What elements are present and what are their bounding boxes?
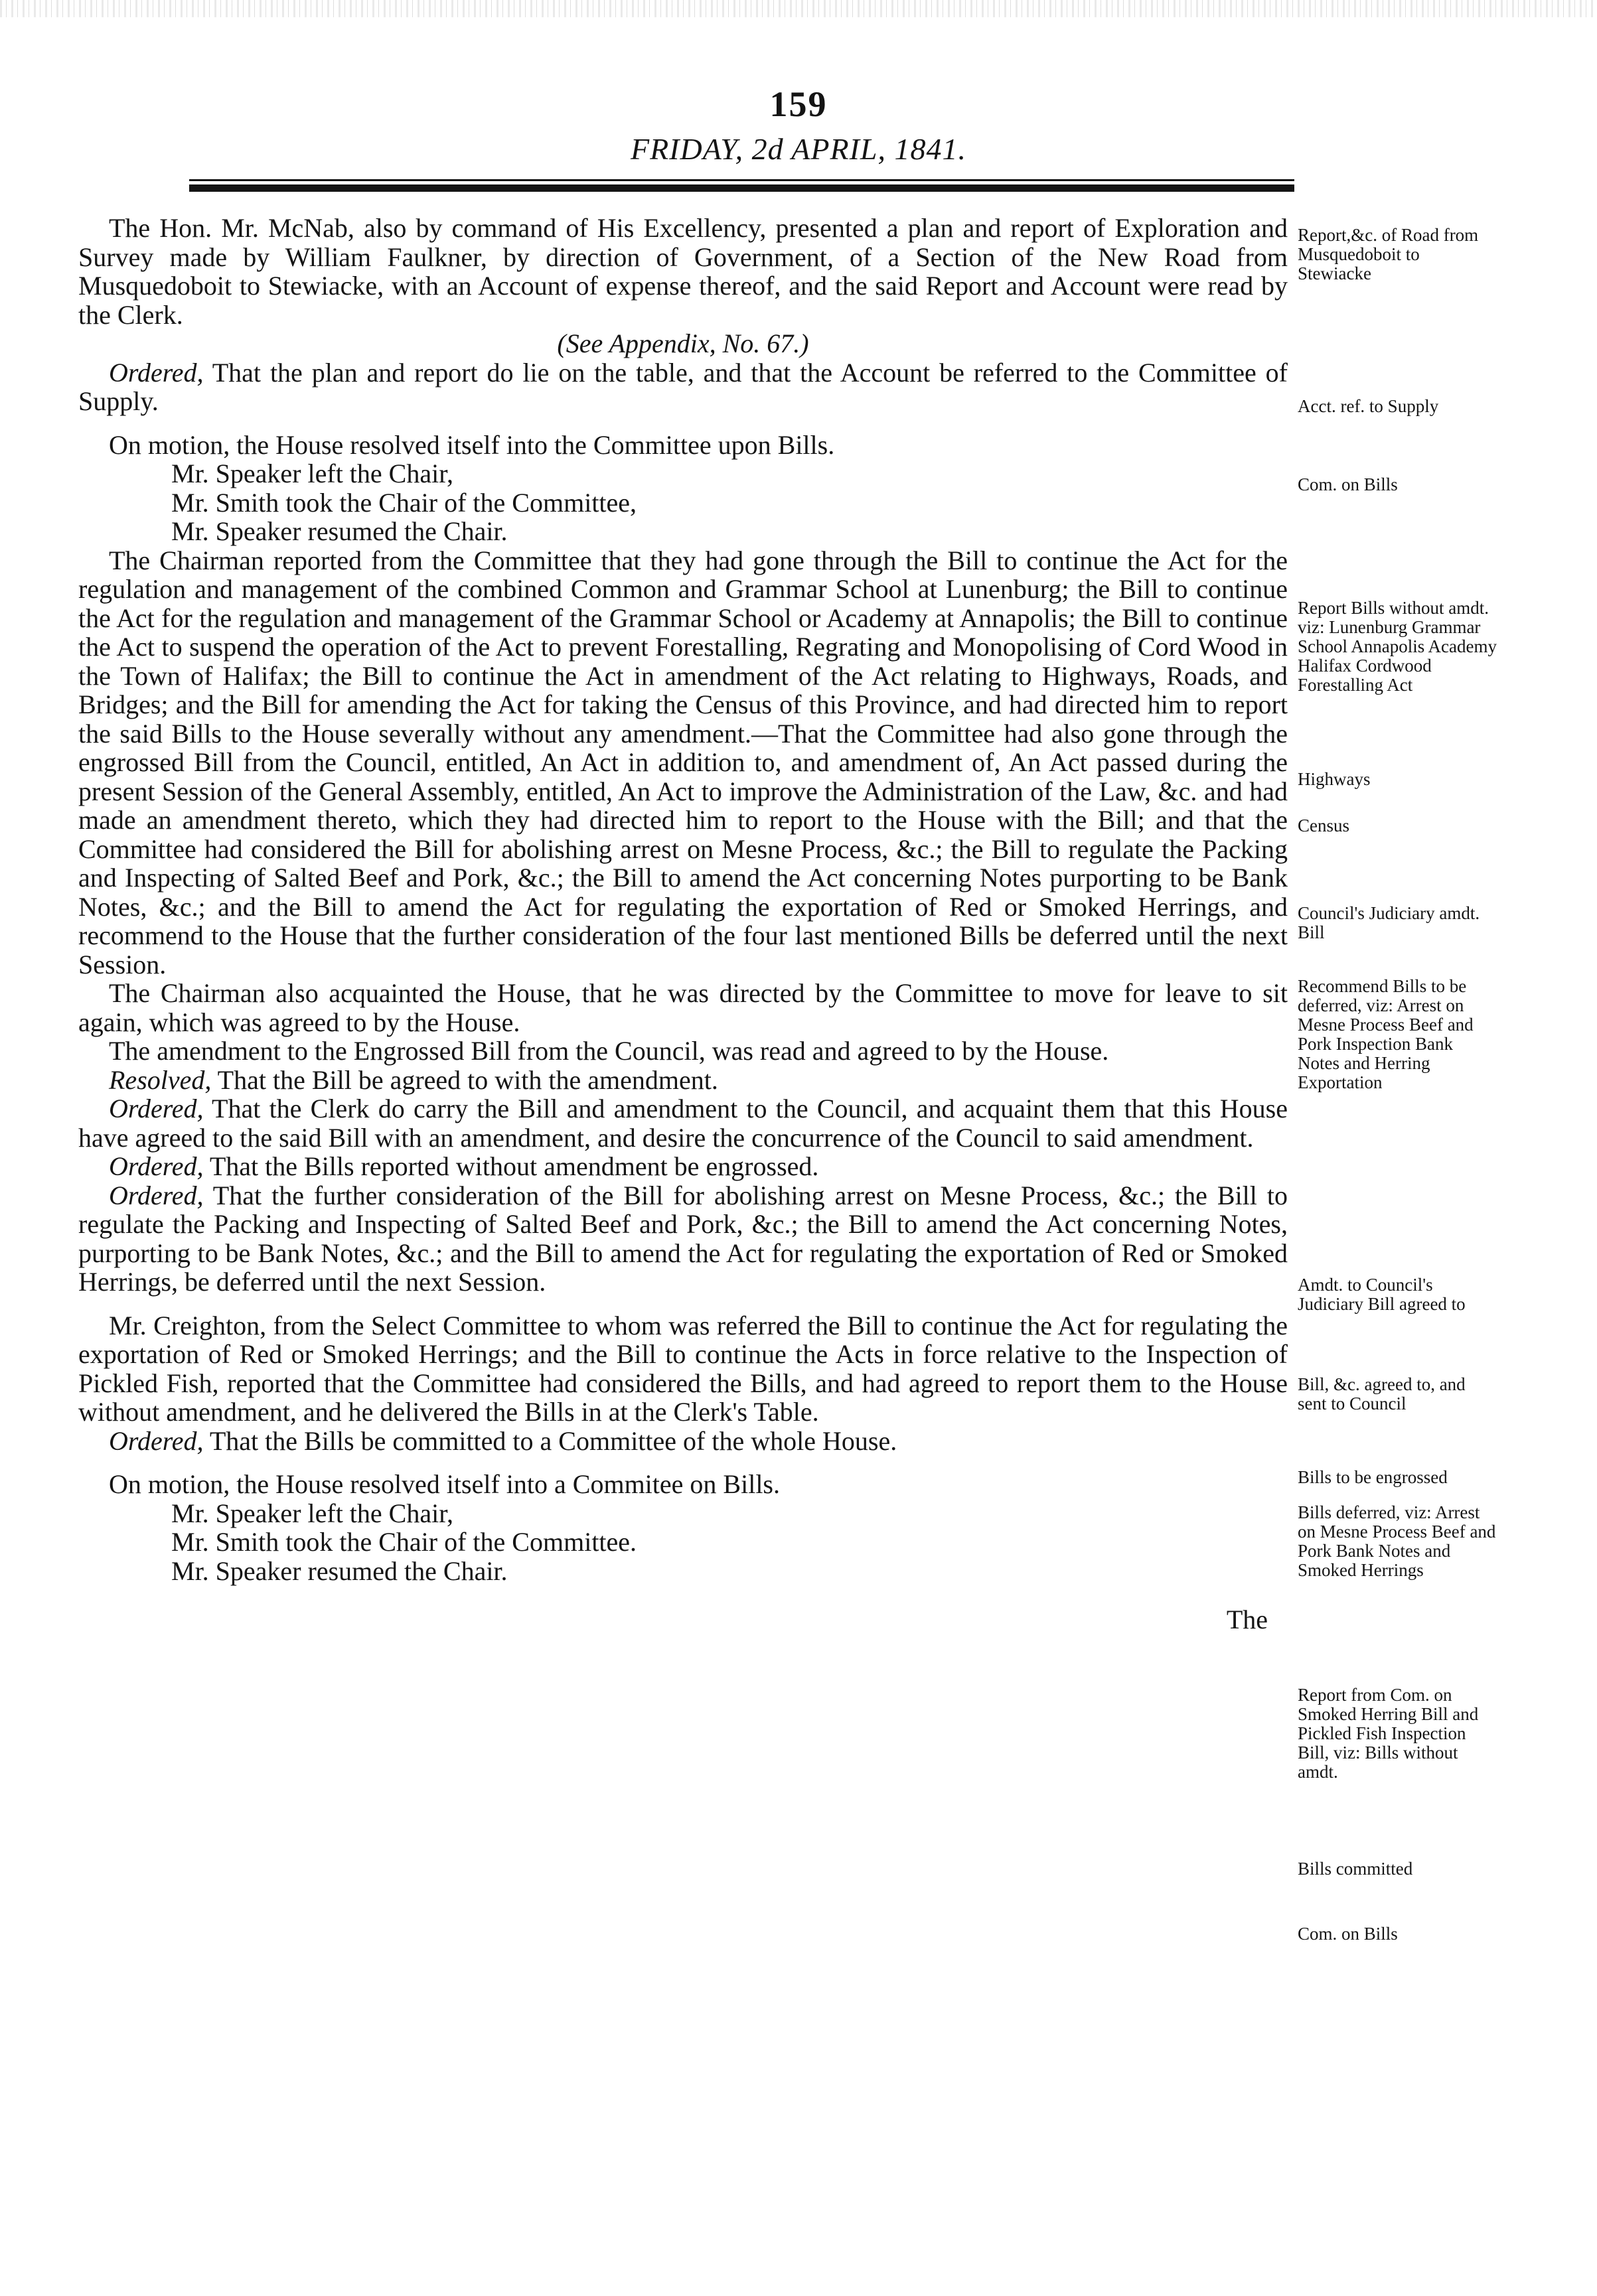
ordered-label: Ordered, [109, 1094, 204, 1123]
margin-note: Report Bills without amdt. viz: Lunenburg Grammar School Annapolis Academy Halifax Cordwood Forestalling Act [1298, 598, 1497, 695]
paragraph-text: That the Bills be committed to a Committee of the whole House. [203, 1425, 897, 1456]
header-rule-thick [189, 184, 1294, 192]
paragraph-chairman-report: The Chairman reported from the Committee that they had gone through the Bill to continue the Act for the regulation and management of the combined Common and Grammar School at Lunenburg; the Bill to continue the Act for the regulation and management of the Grammar School or Academy at Annapolis; the Bill to continue the Act to suspend the operation of the Act to prevent Forestalling, Regrating and Monopolising of Cord Wood in the Town of Halifax; the Bill to continue the Act in amendment of the Act relating to Highways, Roads, and Bridges; and the Bill for amending the Act for taking the Census of this Province, and had directed him to report the said Bills to the House severally without any amendment.—That the Committee had also gone through the engrossed Bill from the Council, entitled, An Act in addition to, and amendment of, An Act passed during the present Session of the General Assembly, entitled, An Act to improve the Administration of the Law, &c. and had made an amendment thereto, which they had directed him to report to the House with the Bill; and that the Committee had considered the Bill for abolishing arrest on Mesne Process, &c.; the Bill to regulate the Packing and Inspecting of Salted Beef and Pork, &c.; the Bill to amend the Act concerning Notes purporting to be Bank Notes, &c.; and the Bill to amend the Act for regulating the exportation of Red or Smoked Herrings, and recommend to the House that the further consideration of the four last mentioned Bills be deferred until the next Session. [78, 545, 1288, 979]
paragraph-second-committee-motion: On motion, the House resolved itself into a Commitee on Bills. [109, 1469, 780, 1499]
speaker-left-line: Mr. Speaker left the Chair, [171, 1498, 453, 1528]
smith-took-chair-line: Mr. Smith took the Chair of the Committee. [171, 1527, 637, 1557]
paragraph-deferred [78, 1181, 1288, 1297]
margin-note: Acct. ref. to Supply [1298, 396, 1439, 416]
paragraph-text: That the plan and report do lie on the table, and that the Account be referred to the Committee of Supply. [78, 357, 1288, 416]
paragraph-text: That the Bills reported without amendment be engrossed. [203, 1151, 819, 1181]
margin-note: Com. on Bills [1298, 1924, 1398, 1944]
margin-note: Com. on Bills [1298, 474, 1398, 494]
smith-took-chair-line: Mr. Smith took the Chair of the Committee, [171, 487, 637, 518]
paragraph-plan-ordered [78, 358, 1288, 416]
main-text-column [78, 214, 1288, 1634]
margin-note: Bills deferred, viz: Arrest on Mesne Process Beef and Pork Bank Notes and Smoked Herrings [1298, 1502, 1496, 1580]
resolved-label: Resolved, [109, 1064, 212, 1095]
speaker-resumed-line: Mr. Speaker resumed the Chair. [171, 516, 508, 546]
dateline: FRIDAY, 2d APRIL, 1841. [630, 132, 967, 166]
paragraph-resolved [78, 1066, 1288, 1095]
appendix-text: (See Appendix, No. 67.) [557, 328, 809, 358]
margin-note: Recommend Bills to be deferred, viz: Arrest on Mesne Process Beef and Pork Inspection Bank Notes and Herring Exportation [1298, 976, 1474, 1092]
margin-note: Bills committed [1298, 1859, 1413, 1879]
scan-edge-noise [0, 0, 1597, 17]
ordered-label: Ordered, [109, 357, 204, 388]
speaker-resumed-line: Mr. Speaker resumed the Chair. [171, 1555, 508, 1586]
paragraph-text: That the Bill be agreed to with the amendment. [211, 1064, 718, 1095]
paragraph-leave-to-sit: The Chairman also acquainted the House, that he was directed by the Committee to move for leave to sit again, which was agreed to by the House. [78, 978, 1288, 1037]
ordered-label: Ordered, [109, 1180, 204, 1210]
margin-note: Report,&c. of Road from Musquedoboit to Stewiacke [1298, 225, 1479, 283]
appendix-reference [78, 329, 1288, 358]
paragraph-creighton-report: Mr. Creighton, from the Select Committee to whom was referred the Bill to continue the Act for regulating the exportation of Red or Smoked Herrings; and the Bill to continue the Acts in force relative to the Inspection of Pickled Fish, reported that the Committee had considered the Bills, and had agreed to report them to the House without amendment, and he delivered the Bills in at the Clerk's Table. [78, 1310, 1288, 1427]
paragraph-committee-motion: On motion, the House resolved itself into the Committee upon Bills. [109, 429, 835, 460]
margin-note: Highways [1298, 769, 1371, 789]
paragraph-plan-report: The Hon. Mr. McNab, also by command of His Excellency, presented a plan and report of Exploration and Survey made by William Faulkner, by direction of Government, of a Section of the New Road from Musquedoboit to Stewiacke, with an Account of expense thereof, and the said Report and Account were read by the Clerk. [78, 213, 1288, 330]
paragraph-clerk-carry [78, 1094, 1288, 1152]
ordered-label: Ordered, [109, 1151, 204, 1181]
header-rule-thin [189, 179, 1294, 181]
paragraph-engrossed [78, 1152, 1288, 1181]
margin-note: Census [1298, 816, 1350, 835]
speaker-left-line: Mr. Speaker left the Chair, [171, 459, 453, 488]
paragraph-text: That the further consideration of the Bill for abolishing arrest on Mesne Process, &c.; the Bill to regulate the Packing and Inspecting of Salted Beef and Pork, &c.; the Bill to amend the Act concerning Notes, purporting to be Bank Notes, &c.; and the Bill to amend the Act for regulating the exportation of Red or Smoked Herrings, be deferred until the next Session. [78, 1180, 1288, 1297]
ordered-label: Ordered, [109, 1425, 204, 1456]
margin-note: Bill, &c. agreed to, and sent to Council [1298, 1374, 1466, 1413]
paragraph-text: That the Clerk do carry the Bill and amendment to the Council, and acquaint them that this House have agreed to the said Bill with an amendment, and desire the concurrence of the Council to said amendment. [78, 1094, 1288, 1153]
margin-note: Amdt. to Council's Judiciary Bill agreed to [1298, 1275, 1466, 1314]
margin-note: Council's Judiciary amdt. Bill [1298, 903, 1480, 942]
page-number: 159 [769, 84, 828, 124]
paragraph-amendment-read: The amendment to the Engrossed Bill from the Council, was read and agreed to by the House. [109, 1036, 1109, 1066]
margin-note: Report from Com. on Smoked Herring Bill and Pickled Fish Inspection Bill, viz: Bills without amdt. [1298, 1685, 1479, 1782]
catchword: The [1226, 1605, 1268, 1634]
margin-note: Bills to be engrossed [1298, 1467, 1448, 1487]
paragraph-committed [78, 1427, 1288, 1456]
